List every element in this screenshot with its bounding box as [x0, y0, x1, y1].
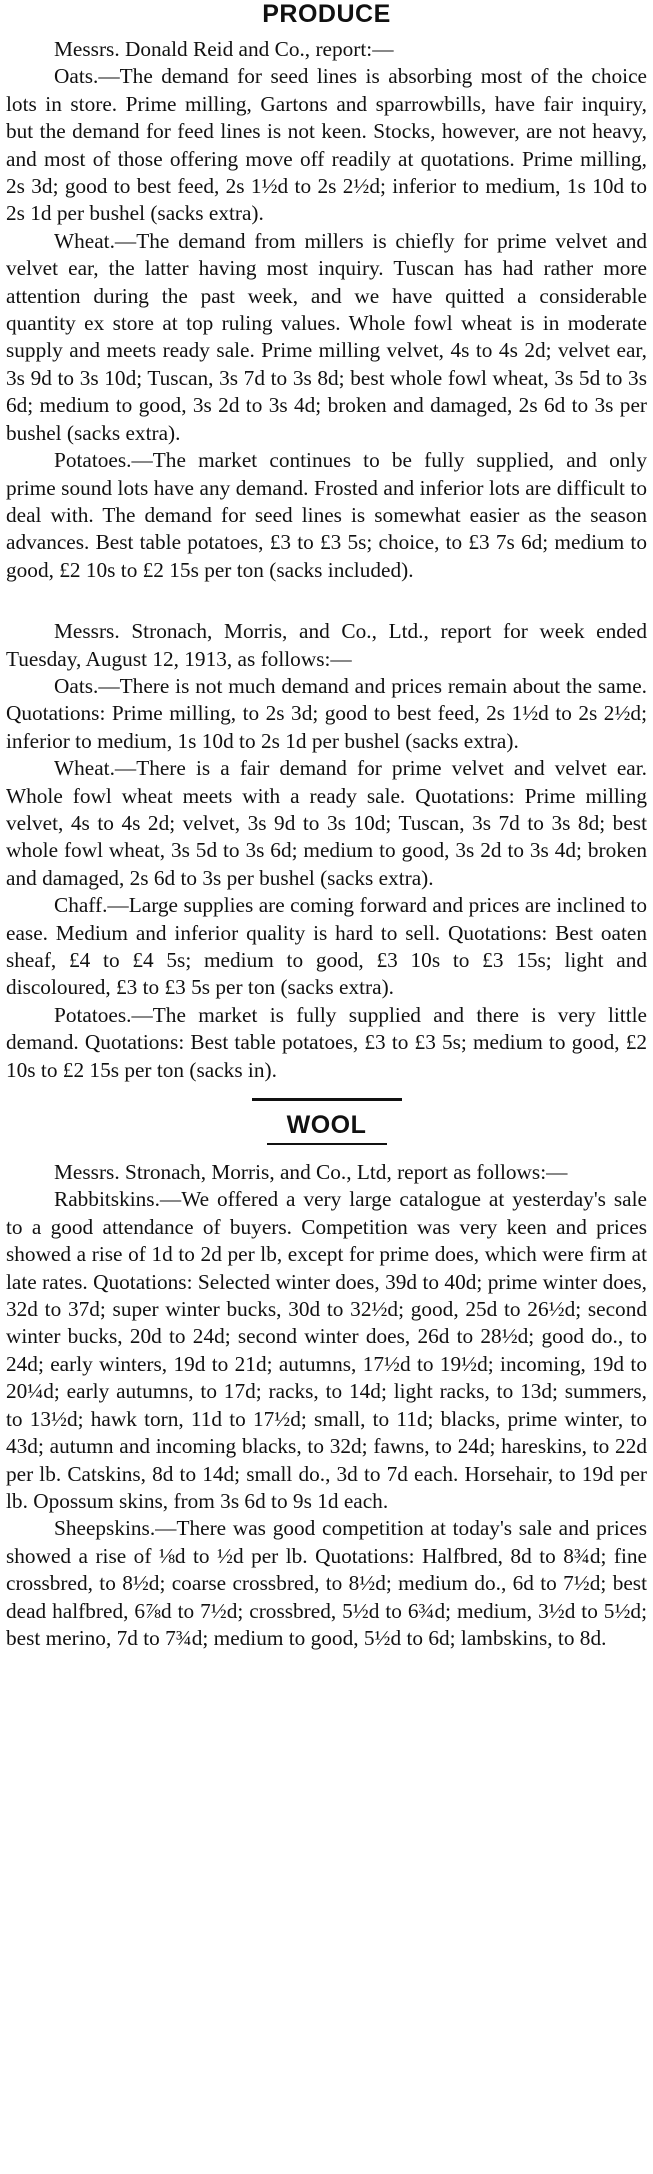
wheat-paragraph: Wheat.—The demand from millers is chiefly for prime velvet and velvet ear, the latter having most inquiry. Tuscan has had rather more attention during the past week, and we have quitted a considerable quantity ex store at top ruling values. Whole fowl wheat is in moderate supply and meets ready sale. Prime milling velvet, 4s to 4s 2d; velvet ear, 3s 9d to 3s 10d; Tuscan, 3s 7d to 3s 8d; best whole fowl wheat, 3s 5d to 3s 6d; medium to good, 3s 2d to 3s 4d; broken and damaged, 2s 6d to 3s per bushel (sacks extra).: [6, 228, 647, 445]
wheat-paragraph: Wheat.—There is a fair demand for prime velvet and velvet ear. Whole fowl wheat meets with a ready sale. Quotations: Prime milling velvet, 4s to 4s 2d; velvet, 3s 9d to 3s 10d; Tuscan, 3s 7d to 3s 8d; best whole fowl wheat, 3s 5d to 3s 6d; medium to good, 3s 2d to 3s 4d; broken and damaged, 2s 6d to 3s per bushel (sacks extra).: [6, 756, 647, 890]
produce-heading: PRODUCE: [262, 0, 391, 28]
rabbitskins-paragraph: Rabbitskins.—We offered a very large catalogue at yesterday's sale to a good attendance of buyers. Competition was very keen and prices showed a rise of 1d to 2d per lb, except for prime does, which were firm at late rates. Quotations: Selected winter does, 39d to 40d; prime winter does, 32d to 37d; super winter bucks, 30d to 32½d; good, 25d to 26½d; second winter bucks, 20d to 24d; second winter does, 26d to 28½d; good do., to 24d; early winters, 19d to 21d; autumns, 17½d to 19½d; incoming, 19d to 20¼d; early autumns, to 17d; racks, to 14d; light racks, to 13d; summers, to 13½d; hawk torn, 11d to 17½d; small, to 11d; blacks, prime winter, to 43d; autumn and incoming blacks, to 32d; fawns, to 24d; hareskins, to 22d per lb. Catskins, 8d to 14d; small do., 3d to 7d each. Horsehair, to 19d per lb. Opossum skins, from 3s 6d to 9s 1d each.: [6, 1187, 647, 1513]
spacer: [6, 1145, 647, 1159]
stronach-produce-report: [6, 618, 647, 1084]
report-intro: Messrs. Donald Reid and Co., report:—: [54, 37, 394, 61]
sheepskins-paragraph: Sheepskins.—There was good competition at today's sale and prices showed a rise of ⅛d to ½d per lb. Quotations: Halfbred, 8d to 8¾d; fine crossbred, to 8½d; coarse crossbred, to 8½d; medium do., 6d to 7½d; best dead halfbred, 6⅞d to 7½d; crossbred, 5½d to 6¾d; medium, 3½d to 5½d; best merino, 7d to 7¾d; medium to good, 5½d to 6d; lambskins, to 8d.: [6, 1516, 647, 1650]
spacer: [6, 28, 647, 36]
chaff-paragraph: Chaff.—Large supplies are coming forward and prices are inclined to ease. Medium and inferior quality is hard to sell. Quotations: Best oaten sheaf, £4 to £4 5s; medium to good, £3 10s to £3 15s; light and discoloured, £3 to £3 5s per ton (sacks extra).: [6, 893, 647, 1000]
spacer: [6, 1084, 647, 1098]
oats-paragraph: Oats.—The demand for seed lines is absorbing most of the choice lots in store. Prime milling, Gartons and sparrowbills, have fair inquiry, but the demand for feed lines is not keen. Stocks, however, are not heavy, and most of those offering move off readily at quotations. Prime milling, 2s 3d; good to best feed, 2s 1½d to 2s 2½d; inferior to medium, 1s 10d to 2s 1d per bushel (sacks extra).: [6, 64, 647, 226]
potatoes-paragraph: Potatoes.—The market continues to be fully supplied, and only prime sound lots have any demand. Frosted and inferior lots are difficult to deal with. The demand for seed lines is somewhat easier as the season advances. Best table potatoes, £3 to £3 5s; choice, to £3 7s 6d; medium to good, £2 10s to £2 15s per ton (sacks included).: [6, 448, 647, 582]
spacer: [6, 584, 647, 618]
oats-paragraph: Oats.—There is not much demand and prices remain about the same. Quotations: Prime milling, to 2s 3d; good to best feed, 2s 1½d to 2s 2½d; inferior to medium, 1s 10d to 2s 1d per bushel (sacks extra).: [6, 673, 647, 753]
spacer: [6, 1101, 647, 1111]
report-intro: Messrs. Stronach, Morris, and Co., Ltd, report as follows:—: [54, 1160, 568, 1185]
stronach-wool-report: [6, 1159, 647, 1652]
wool-heading: WOOL: [286, 1111, 367, 1140]
potatoes-paragraph: Potatoes.—The market is fully supplied and there is very little demand. Quotations: Best table potatoes, £3 to £3 5s; medium to good, £2 10s to £2 15s per ton (sacks in).: [6, 1002, 647, 1082]
report-intro: Messrs. Stronach, Morris, and Co., Ltd., report for week ended Tuesday, August 12, 1913, as follows:—: [6, 619, 647, 671]
donald-reid-report: [6, 36, 647, 584]
